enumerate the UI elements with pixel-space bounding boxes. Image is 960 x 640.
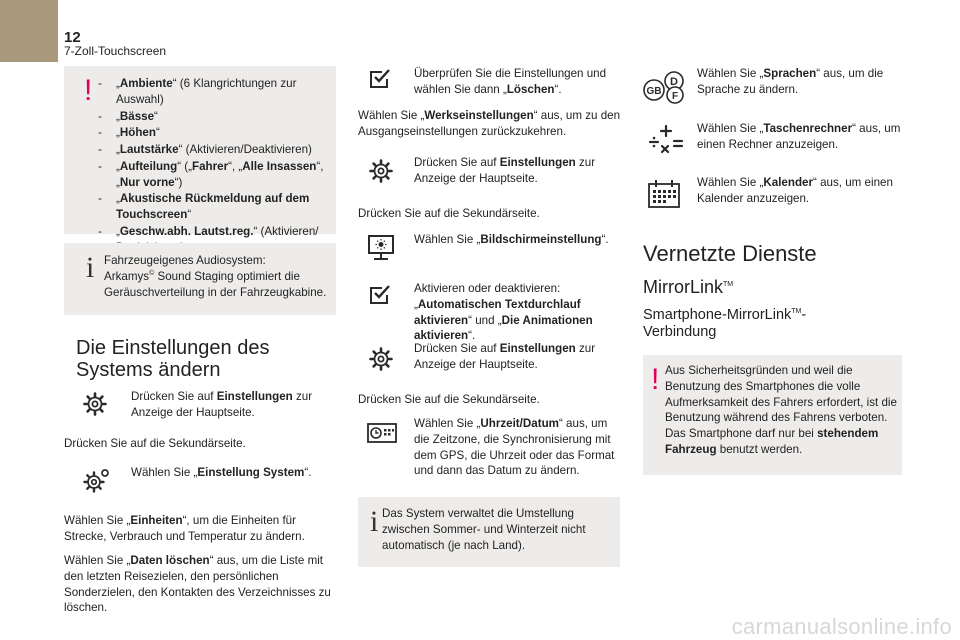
step-text: “ und „ (468, 313, 502, 327)
step-secondary-page: Drücken Sie auf die Sekundärseite. (64, 437, 246, 450)
warning-icon: ! (651, 363, 660, 396)
setting-name: Geschw.abh. Lautst.reg. (119, 224, 254, 238)
info-copyright: © (149, 269, 155, 277)
warning-text-safety (665, 363, 897, 458)
step-text: Drücken Sie auf (414, 342, 500, 355)
step-secondary-page-2: Drücken Sie auf die Sekundärseite. (358, 207, 540, 220)
setting-name: Bässe (119, 109, 155, 123)
setting-text: “ (187, 208, 192, 222)
sound-setting-item (98, 125, 332, 141)
section-title-connected: Vernetzte Dienste (643, 241, 817, 266)
setting-name: Ambiente (119, 77, 173, 90)
step-text: Wählen Sie „ (697, 176, 764, 189)
setting-text: „ (116, 109, 120, 123)
connection-label: Smartphone-MirrorLink (643, 307, 792, 323)
info-box-dst (358, 497, 620, 567)
step-text: “, um die Einheiten für Strecke, Verbrauch und Temperatur zu ändern. (64, 514, 305, 543)
step-text: “. (304, 466, 312, 479)
checkbox-icon (368, 67, 392, 91)
setting-name: Lautstärke (119, 143, 179, 157)
step-text: “ aus, um zu den Ausgangseinstellungen zurückzukehren. (358, 109, 621, 138)
setting-text: “ (155, 126, 160, 140)
step-calendar (697, 175, 902, 207)
setting-text: „ (116, 159, 120, 173)
sound-setting-item (98, 159, 332, 191)
step-text: “ aus, um die Liste mit den letzten Reisezielen, den persönlichen Sonderzielen, den Kontakten des Verzeichnisses zu löschen. (64, 554, 331, 615)
step-text: Aktivieren oder deaktivieren: „ (414, 282, 561, 311)
step-bold: Bildschirmeinstellung (480, 233, 602, 246)
step-bold: Einstellung System (197, 466, 305, 479)
warning-bold: stehendem Fahrzeug (665, 427, 879, 456)
step-bold: Einstellungen (499, 342, 576, 355)
setting-name: Alle Insassen (242, 159, 317, 173)
warning-box-safety (643, 355, 902, 475)
trademark: TM (723, 281, 734, 288)
setting-text: “ (154, 109, 158, 123)
step-bold: Uhrzeit/Datum (480, 417, 559, 430)
setting-name: Aufteilung (119, 159, 178, 173)
step-bold: Die Animationen aktivieren (414, 313, 593, 343)
checkbox-icon (368, 283, 392, 307)
step-bold: Daten löschen (130, 554, 210, 567)
step-secondary-page-3: Drücken Sie auf die Sekundärseite. (358, 393, 540, 406)
section-title-settings (76, 337, 336, 382)
section-title-line-2: Systems ändern (76, 359, 221, 382)
step-bold: Löschen (506, 82, 555, 96)
step-bold: Kalender (763, 176, 813, 189)
warning-box-sound (64, 66, 336, 238)
step-text: Wählen Sie „ (64, 514, 131, 527)
info-icon: i (370, 505, 379, 538)
step-text: “ aus, um einen Rechner anzuzeigen. (697, 122, 901, 151)
calendar-icon (646, 178, 682, 210)
step-languages (697, 66, 902, 98)
step-text: “ aus, um die Sprache zu ändern. (697, 67, 884, 96)
lang-label-f: F (671, 91, 679, 102)
step-text: Wählen Sie „ (131, 466, 198, 479)
setting-text: “ (Aktivieren/ (253, 224, 319, 238)
step-units (64, 513, 336, 545)
brightness-screen-icon (366, 233, 396, 263)
step-text: zur Anzeige der Hauptseite. (131, 390, 313, 419)
step-system-settings (131, 465, 331, 481)
step-text: Drücken Sie auf (414, 156, 500, 169)
setting-name: Nur vorne (119, 175, 175, 189)
setting-name: Akustische Rückmeldung auf dem Touchscreen (116, 192, 310, 222)
setting-text: „ (116, 224, 120, 238)
step-text: zur Anzeige der Hauptseite. (414, 156, 596, 185)
step-open-settings-2 (414, 155, 624, 187)
step-bold: Einheiten (130, 514, 183, 527)
system-settings-icon (82, 466, 112, 496)
info-line-3: Geräuschverteilung in der Fahrzeugkabine. (104, 285, 327, 299)
info-icon: i (86, 251, 95, 284)
step-open-settings (131, 389, 331, 421)
step-text: Wählen Sie „ (64, 554, 131, 567)
setting-text: “ (Aktivieren/Deaktivieren) (178, 143, 312, 157)
sound-settings-list (98, 76, 332, 256)
setting-text: „ (116, 192, 120, 206)
lang-label-d: D (670, 76, 678, 88)
setting-text: “, „ (228, 159, 243, 173)
chapter-title: 7-Zoll-Touchscreen (64, 44, 167, 58)
setting-text: „ (116, 143, 120, 157)
sound-setting-item (98, 109, 332, 125)
setting-text: “ („ (177, 159, 192, 173)
chapter-tab (0, 0, 58, 62)
step-text: Wählen Sie „ (414, 417, 481, 430)
connection-dash: - (801, 307, 807, 323)
step-toggle-animations (414, 281, 624, 344)
step-text: zur Anzeige der Hauptseite. (414, 342, 596, 371)
step-bold: Taschenrechner (763, 122, 853, 135)
mirrorlink-label: MirrorLink (643, 277, 724, 297)
setting-name: Fahrer (192, 159, 229, 173)
step-text: “. (468, 329, 476, 343)
setting-text: „ (116, 126, 120, 140)
info-line-2-rest: Sound Staging optimiert die (154, 269, 300, 283)
setting-text: „ (116, 77, 120, 90)
step-bold: Automatischen Textdurchlauf aktivieren (414, 297, 581, 327)
step-screen-settings (414, 232, 624, 248)
step-text: “ aus, um die Zeitzone, die Synchronisierung mit dem GPS, die Uhrzeit oder das Format und dann das Datum zu ändern. (414, 417, 615, 478)
gear-icon (82, 391, 108, 417)
watermark: carmanualsonline.info (731, 614, 952, 639)
step-calculator (697, 121, 902, 153)
info-box-audio (64, 243, 336, 315)
step-text: “. (554, 82, 562, 96)
setting-name: Höhen (119, 126, 156, 140)
step-text: Drücken Sie auf (131, 390, 217, 403)
warning-text: benutzt werden. (716, 442, 803, 456)
step-time-date (414, 416, 624, 479)
step-text: Wählen Sie „ (414, 233, 481, 246)
connection-label-2: Verbindung (643, 324, 717, 341)
step-factory-reset (358, 108, 624, 140)
warning-text: Aus Sicherheitsgründen und weil die Benutzung des Smartphones die volle Aufmerksamkeit des Fahrers erfordert, ist die Benutzung während des Fahrens verboten. Das Smartphone darf nur bei (665, 364, 897, 441)
info-line-2 (104, 269, 332, 285)
step-check-delete (414, 66, 624, 98)
step-text: Wählen Sie „ (697, 67, 764, 80)
step-bold: Sprachen (763, 67, 817, 80)
setting-text: “) (174, 175, 183, 189)
sound-setting-item (98, 76, 332, 108)
gear-icon (368, 346, 394, 372)
languages-icon (642, 70, 688, 104)
setting-text: “, „ (116, 159, 324, 189)
step-bold: Einstellungen (499, 156, 576, 169)
setting-text: “ (6 Klangrichtungen zur Auswahl) (116, 77, 297, 106)
lang-label-gb: GB (646, 86, 662, 97)
subsubsection-title-connection (643, 307, 903, 341)
sound-setting-item (98, 142, 332, 158)
info-line-1: Fahrzeugeigenes Audiosystem: (104, 254, 266, 267)
step-bold: Einstellungen (216, 390, 293, 403)
gear-icon (368, 158, 394, 184)
info-brand: Arkamys (104, 269, 150, 283)
step-text: Wählen Sie „ (697, 122, 764, 135)
step-text: “. (601, 233, 609, 246)
trademark: TM (791, 308, 802, 316)
step-open-settings-3 (414, 341, 624, 373)
subsection-title-mirrorlink (643, 278, 903, 298)
sound-setting-item (98, 191, 332, 223)
clock-calendar-icon (366, 420, 398, 446)
section-title-line-1: Die Einstellungen des (76, 337, 270, 359)
step-delete-data (64, 553, 336, 616)
info-text-dst: Das System verwaltet die Umstellung zwischen Sommer- und Winterzeit nicht automatisch (je nach Land). (382, 507, 586, 552)
warning-icon: ! (84, 74, 93, 107)
info-text-audio (104, 253, 332, 300)
page-number: 12 (64, 29, 81, 46)
calculator-icon (646, 122, 686, 156)
step-text: Überprüfen Sie die Einstellungen und wählen Sie dann „ (414, 67, 607, 96)
step-text: Wählen Sie „ (358, 109, 425, 122)
step-bold: Werkseinstellungen (424, 109, 534, 122)
step-text: “ aus, um einen Kalender anzuzeigen. (697, 176, 893, 205)
